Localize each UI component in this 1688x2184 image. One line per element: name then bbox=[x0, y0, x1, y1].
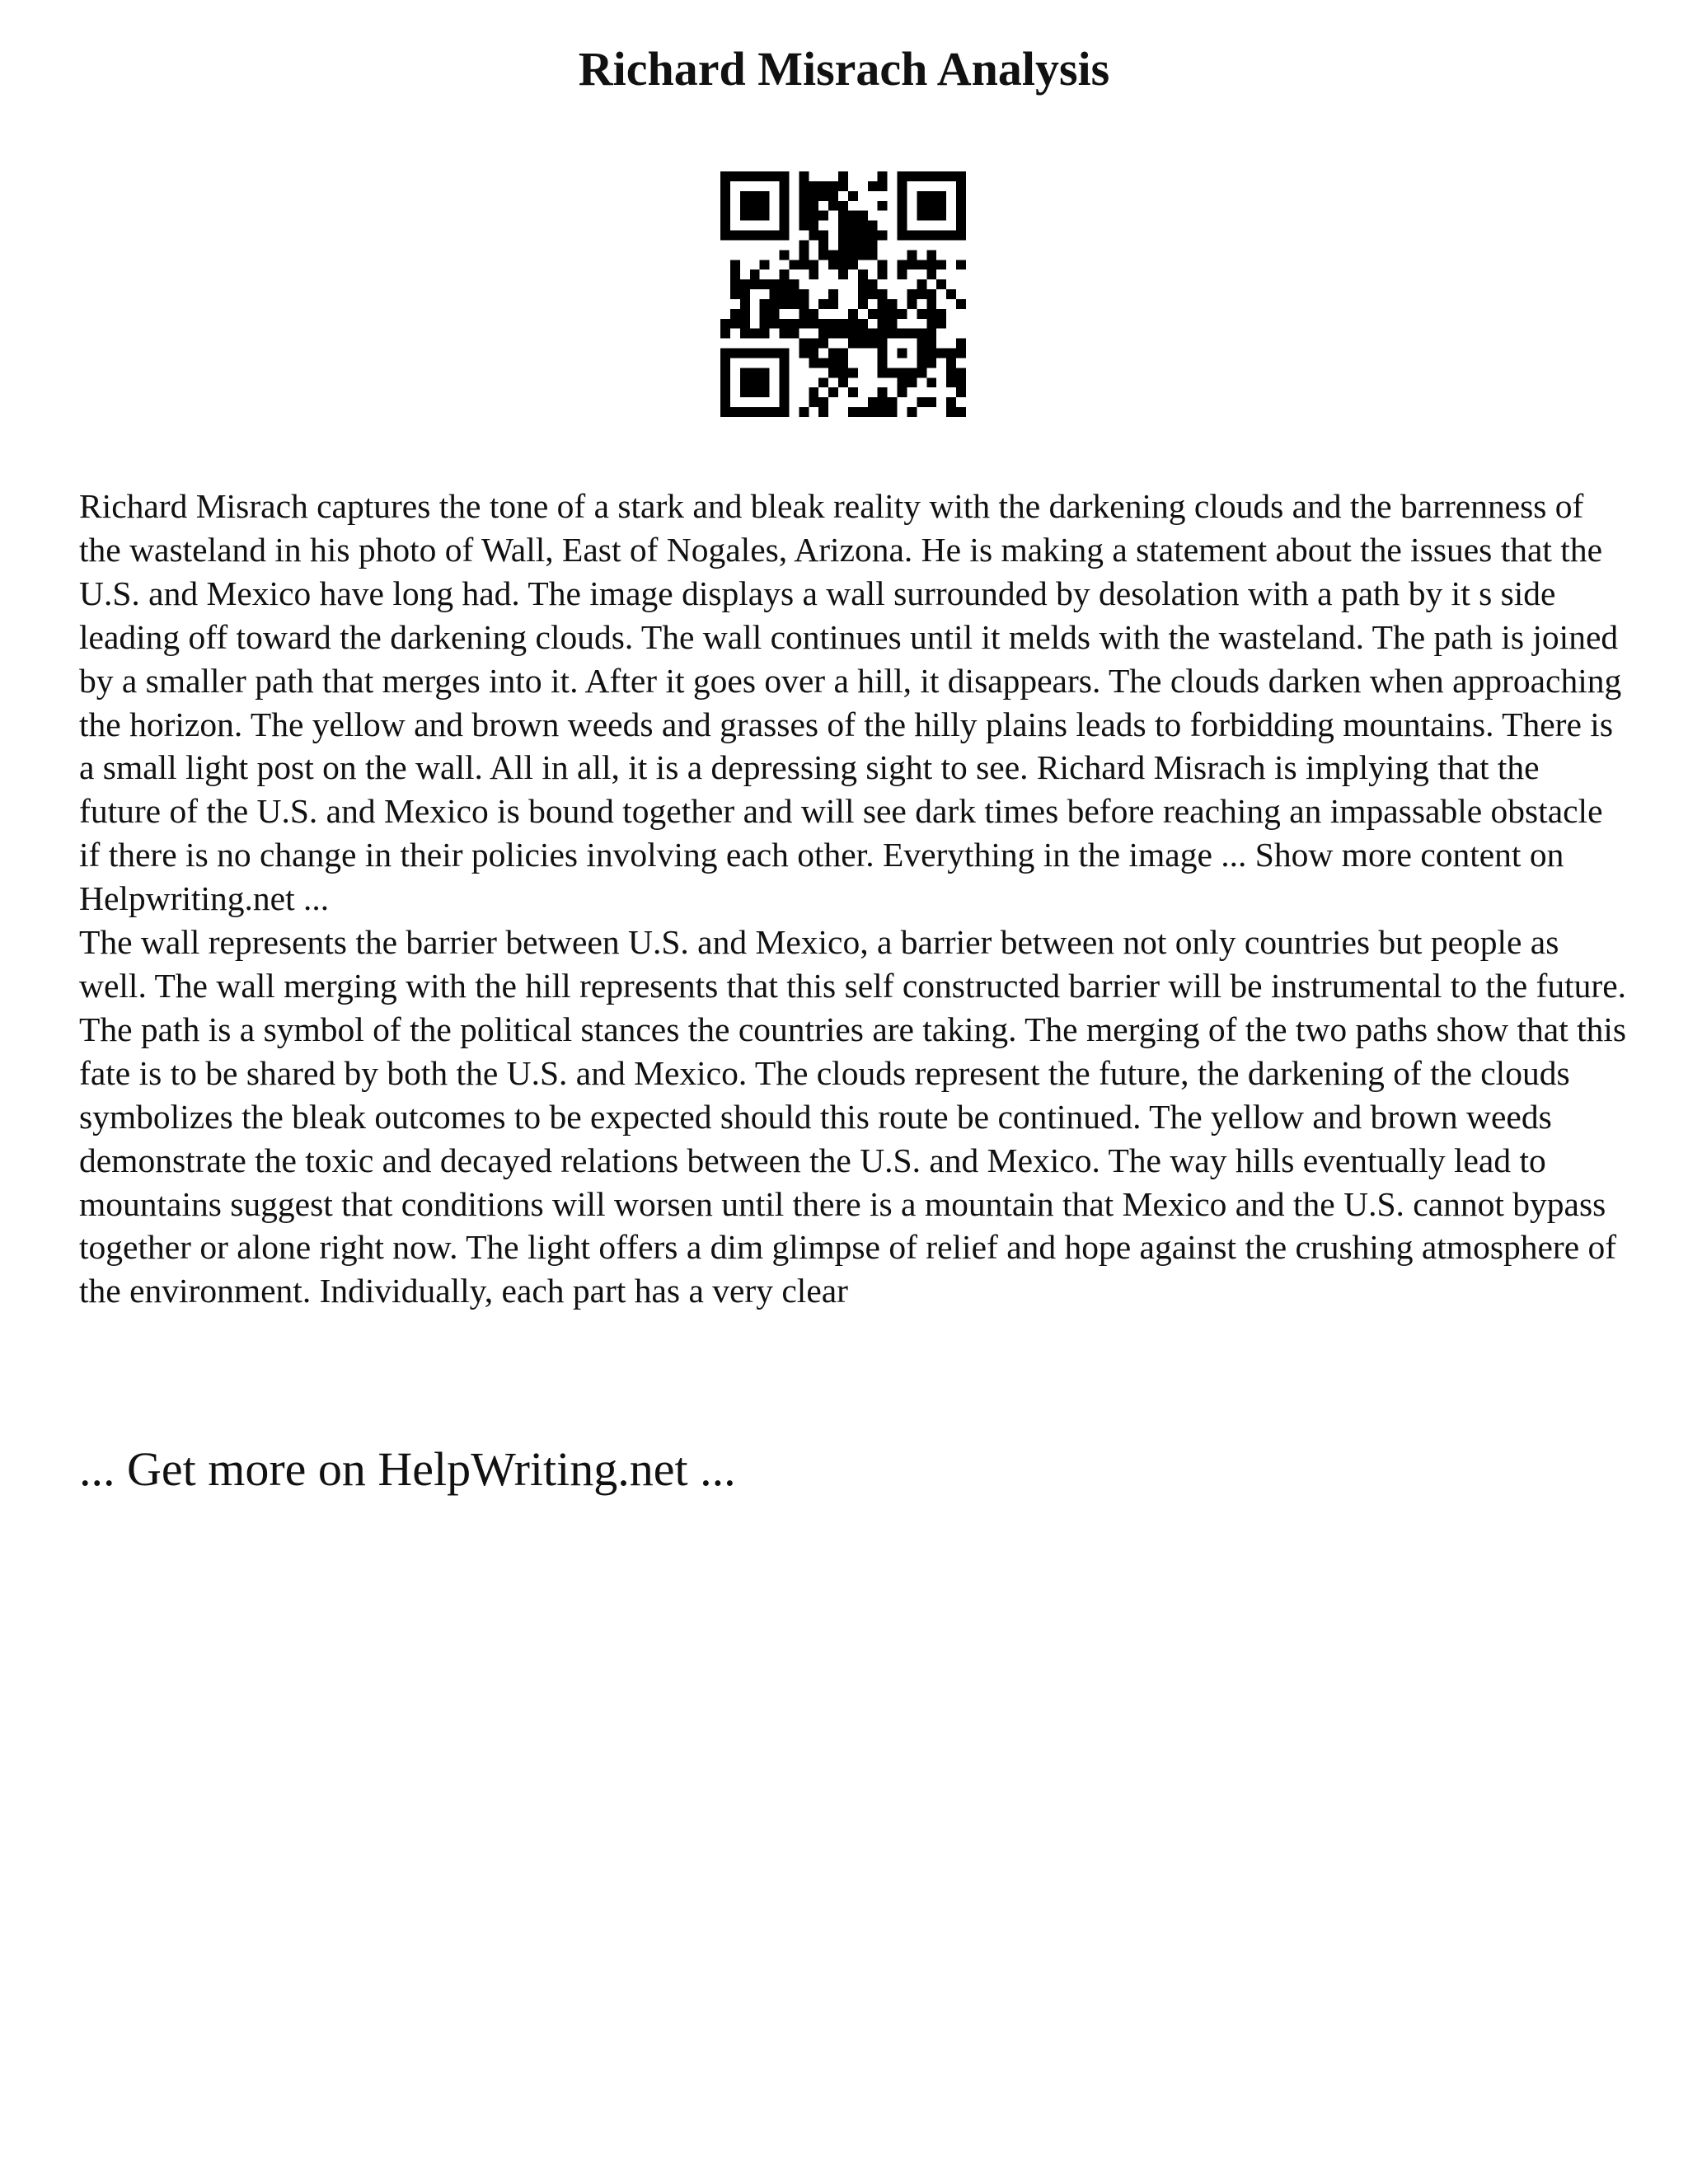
get-more-link[interactable]: ... Get more on HelpWriting.net ... bbox=[79, 1442, 736, 1496]
article-body bbox=[79, 485, 1629, 1313]
page-title: Richard Misrach Analysis bbox=[578, 42, 1110, 96]
qr-code-icon bbox=[720, 171, 966, 417]
paragraph-1: Richard Misrach captures the tone of a stark and bleak reality with the darkening clouds and the barrenness of the wasteland in his photo of Wall, East of Nogales, Arizona. He is making a statement about the issues that the U.S. and Mexico have long had. The image displays a wall surrounded by desolation with a path by it s side leading off toward the darkening clouds. The wall continues until it melds with the wasteland. The path is joined by a smaller path that merges into it. After it goes over a hill, it disappears. The clouds darken when approaching the horizon. The yellow and brown weeds and grasses of the hilly plains leads to forbidding mountains. There is a small light post on the wall. All in all, it is a depressing sight to see. Richard Misrach is implying that the future of the U.S. and Mexico is bound together and will see dark times before reaching an impassable obstacle if there is no change in their policies involving each other. Everything in the image ... Show more content on Helpwriting.net ... bbox=[79, 487, 1622, 918]
paragraph-2: The wall represents the barrier between U.S. and Mexico, a barrier between not only countries but people as well. The wall merging with the hill represents that this self constructed barrier will be instrumental to the future. The path is a symbol of the political stances the countries are taking. The merging of the two paths show that this fate is to be shared by both the U.S. and Mexico. The clouds represent the future, the darkening of the clouds symbolizes the bleak outcomes to be expected should this route be continued. The yellow and brown weeds demonstrate the toxic and decayed relations between the U.S. and Mexico. The way hills eventually lead to mountains suggest that conditions will worsen until there is a mountain that Mexico and the U.S. cannot bypass together or alone right now. The light offers a dim glimpse of relief and hope against the crushing atmosphere of the environment. Individually, each part has a very clear bbox=[79, 923, 1627, 1310]
qr-code[interactable] bbox=[720, 171, 966, 417]
